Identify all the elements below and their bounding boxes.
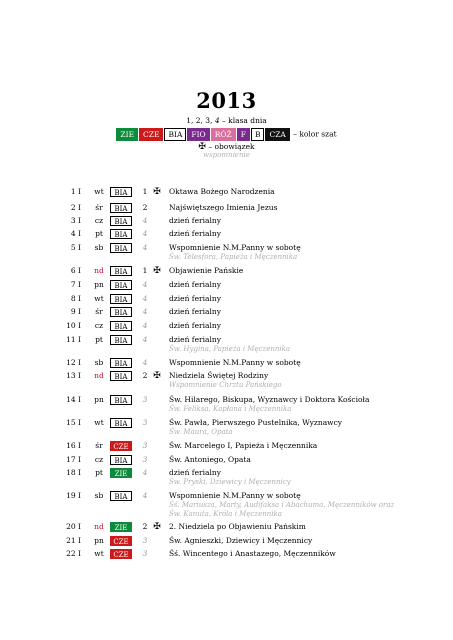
calendar-row — [0, 535, 453, 547]
row-color-badge: CZE — [110, 536, 132, 546]
calendar-row — [0, 320, 453, 332]
row-commemoration: Wspomnienie Chrztu Pańskiego — [169, 381, 282, 389]
row-class: 2 — [142, 371, 148, 380]
calendar-row — [0, 548, 453, 560]
row-weekday: śr — [95, 307, 103, 316]
calendar-row — [0, 334, 453, 353]
row-feast-name: Oktawa Bożego Narodzenia — [169, 187, 275, 196]
calendar-row — [0, 357, 453, 369]
color-swatch: FIO — [187, 128, 209, 141]
row-class: 4 — [142, 335, 148, 344]
row-class: 4 — [142, 307, 148, 316]
color-swatch: RÓŻ — [211, 128, 236, 141]
calendar-row — [0, 467, 453, 486]
row-feast-name: Św. Marcelego I, Papieża i Męczennika — [169, 441, 318, 450]
color-swatch: CZA — [265, 128, 289, 141]
color-swatch: F — [237, 128, 250, 141]
row-weekday: nd — [94, 266, 104, 275]
row-color-badge: BIA — [110, 203, 132, 213]
row-weekday: wt — [94, 187, 104, 196]
row-class: 4 — [142, 216, 148, 225]
row-class: 4 — [142, 294, 148, 303]
row-color-badge: BIA — [110, 371, 132, 381]
row-feast-name: Św. Agnieszki, Dziewicy i Męczennicy — [169, 536, 313, 545]
row-weekday: sb — [94, 358, 104, 367]
row-color-badge: BIA — [110, 229, 132, 239]
row-weekday: wt — [94, 418, 104, 427]
cross-icon: ✠ — [153, 266, 161, 276]
row-color-badge: BIA — [110, 266, 132, 276]
row-feast-name: Św. Antoniego, Opata — [169, 455, 251, 464]
row-feast-name: Niedziela Świętej Rodziny — [169, 371, 269, 380]
calendar-row — [0, 370, 453, 389]
row-commemoration: Św. Telesfora, Papieża i Męczennika — [169, 253, 298, 261]
row-color-badge: BIA — [110, 335, 132, 345]
row-feast-name: Wspomnienie N.M.Panny w sobotę — [169, 491, 301, 500]
row-color-badge: BIA — [110, 418, 132, 428]
row-class: 2 — [142, 522, 148, 531]
legend-class-italic: 4 — [214, 116, 220, 125]
row-class: 1 — [142, 266, 148, 275]
color-swatch: CZE — [139, 128, 163, 141]
row-color-badge: BIA — [110, 455, 132, 465]
color-swatch: ZIE — [116, 128, 138, 141]
row-weekday: śr — [95, 441, 103, 450]
calendar-row — [0, 202, 453, 214]
row-weekday: cz — [94, 455, 104, 464]
color-swatch: B — [251, 128, 265, 141]
row-color-badge: BIA — [110, 243, 132, 253]
calendar-row — [0, 242, 453, 261]
row-commemoration: Św. Hygina, Papieża i Męczennika — [169, 345, 291, 353]
row-commemoration: Św. Kanuta, Króla i Męczennika — [169, 510, 282, 518]
row-commemoration: Św. Pryski, Dziewicy i Męczennicy — [169, 478, 291, 486]
row-weekday: sb — [94, 491, 104, 500]
calendar-row — [0, 521, 453, 533]
row-color-badge: BIA — [110, 395, 132, 405]
row-date: 14 I — [66, 395, 81, 404]
row-date: 19 I — [66, 491, 81, 500]
row-weekday: sb — [94, 243, 104, 252]
row-date: 6 I — [70, 266, 81, 275]
row-weekday: nd — [94, 522, 104, 531]
row-class: 4 — [142, 243, 148, 252]
row-date: 11 I — [66, 335, 81, 344]
row-class: 4 — [142, 358, 148, 367]
row-date: 13 I — [66, 371, 81, 380]
row-color-badge: ZIE — [110, 468, 132, 478]
cross-icon: ✠ — [153, 522, 161, 532]
row-date: 3 I — [70, 216, 81, 225]
row-class: 1 — [142, 187, 148, 196]
legend-obligatory-text: – obowiązek — [208, 142, 255, 151]
row-feast-name: Św. Hilarego, Biskupa, Wyznawcy i Doktora Kościoła — [169, 395, 370, 404]
calendar-row — [0, 394, 453, 413]
row-class: 4 — [142, 280, 148, 289]
row-date: 4 I — [70, 229, 81, 238]
legend-memorial: wspomnienie — [203, 151, 250, 159]
row-feast-name: dzień ferialny — [169, 294, 221, 303]
row-weekday: pn — [94, 395, 104, 404]
row-class: 3 — [142, 549, 148, 558]
row-feast-name: dzień ferialny — [169, 335, 221, 344]
row-date: 7 I — [70, 280, 81, 289]
row-weekday: wt — [94, 549, 104, 558]
cross-icon: ✠ — [153, 187, 161, 197]
row-feast-name: Św. Pawła, Pierwszego Pustelnika, Wyznawcy — [169, 418, 343, 427]
row-color-badge: ZIE — [110, 522, 132, 532]
row-weekday: cz — [94, 216, 104, 225]
row-feast-name: Wspomnienie N.M.Panny w sobotę — [169, 243, 301, 252]
row-class: 4 — [142, 321, 148, 330]
row-feast-name: Najświętszego Imienia Jezus — [169, 203, 278, 212]
row-color-badge: CZE — [110, 549, 132, 559]
cross-icon: ✠ — [153, 371, 161, 381]
row-feast-name: dzień ferialny — [169, 468, 221, 477]
row-color-badge: BIA — [110, 358, 132, 368]
row-date: 8 I — [70, 294, 81, 303]
row-commemoration: Św. Feliksa, Kapłana i Męczennika — [169, 405, 292, 413]
row-class: 2 — [142, 203, 148, 212]
row-date: 5 I — [70, 243, 81, 252]
row-date: 10 I — [66, 321, 81, 330]
row-feast-name: 2. Niedziela po Objawieniu Pańskim — [169, 522, 306, 531]
row-commemoration: Św. Maura, Opata — [169, 428, 233, 436]
calendar-row — [0, 417, 453, 436]
calendar-row — [0, 279, 453, 291]
row-class: 3 — [142, 455, 148, 464]
row-weekday: pt — [95, 229, 103, 238]
row-class: 4 — [142, 491, 148, 500]
row-class: 3 — [142, 395, 148, 404]
cross-icon: ✠ — [198, 142, 206, 152]
row-feast-name: dzień ferialny — [169, 229, 221, 238]
row-feast-name: Wspomnienie N.M.Panny w sobotę — [169, 358, 301, 367]
row-color-badge: BIA — [110, 280, 132, 290]
row-date: 2 I — [70, 203, 81, 212]
calendar-row — [0, 490, 453, 518]
page-title: 2013 — [196, 88, 257, 113]
calendar-row — [0, 306, 453, 318]
row-weekday: nd — [94, 371, 104, 380]
row-color-badge: BIA — [110, 307, 132, 317]
legend-class-numbers: 1, 2, 3, — [186, 116, 213, 125]
row-class: 3 — [142, 536, 148, 545]
row-color-badge: BIA — [110, 491, 132, 501]
row-color-badge: BIA — [110, 321, 132, 331]
row-feast-name: dzień ferialny — [169, 321, 221, 330]
row-weekday: śr — [95, 203, 103, 212]
row-date: 21 I — [66, 536, 81, 545]
row-weekday: pn — [94, 536, 104, 545]
row-weekday: wt — [94, 294, 104, 303]
calendar-row — [0, 228, 453, 240]
row-date: 16 I — [66, 441, 81, 450]
calendar-row — [0, 265, 453, 277]
row-color-badge: BIA — [110, 187, 132, 197]
calendar-row — [0, 215, 453, 227]
row-commemoration: Śś. Mariusza, Marty, Audifaksa i Abachuma, Męczenników oraz — [169, 501, 395, 509]
row-feast-name: dzień ferialny — [169, 216, 221, 225]
row-feast-name: Objawienie Pańskie — [169, 266, 244, 275]
row-class: 3 — [142, 441, 148, 450]
color-swatch: BIA — [164, 128, 186, 141]
row-date: 12 I — [66, 358, 81, 367]
row-weekday: pt — [95, 468, 103, 477]
row-class: 4 — [142, 229, 148, 238]
row-date: 22 I — [66, 549, 81, 558]
legend-colors-text: – kolor szat — [293, 129, 337, 139]
row-date: 1 I — [70, 187, 81, 196]
calendar-row — [0, 454, 453, 466]
row-date: 18 I — [66, 468, 81, 477]
row-date: 17 I — [66, 455, 81, 464]
row-feast-name: dzień ferialny — [169, 280, 221, 289]
row-date: 15 I — [66, 418, 81, 427]
row-weekday: pn — [94, 280, 104, 289]
row-color-badge: CZE — [110, 441, 132, 451]
row-date: 20 I — [66, 522, 81, 531]
calendar-row — [0, 440, 453, 452]
calendar-row — [0, 293, 453, 305]
calendar-row — [0, 186, 453, 198]
row-weekday: cz — [94, 321, 104, 330]
row-class: 3 — [142, 418, 148, 427]
legend-class-text: – klasa dnia — [222, 116, 267, 125]
row-weekday: pt — [95, 335, 103, 344]
row-color-badge: BIA — [110, 294, 132, 304]
row-class: 4 — [142, 468, 148, 477]
row-feast-name: Śś. Wincentego i Anastazego, Męczenników — [169, 549, 336, 558]
row-date: 9 I — [70, 307, 81, 316]
row-feast-name: dzień ferialny — [169, 307, 221, 316]
row-color-badge: BIA — [110, 216, 132, 226]
